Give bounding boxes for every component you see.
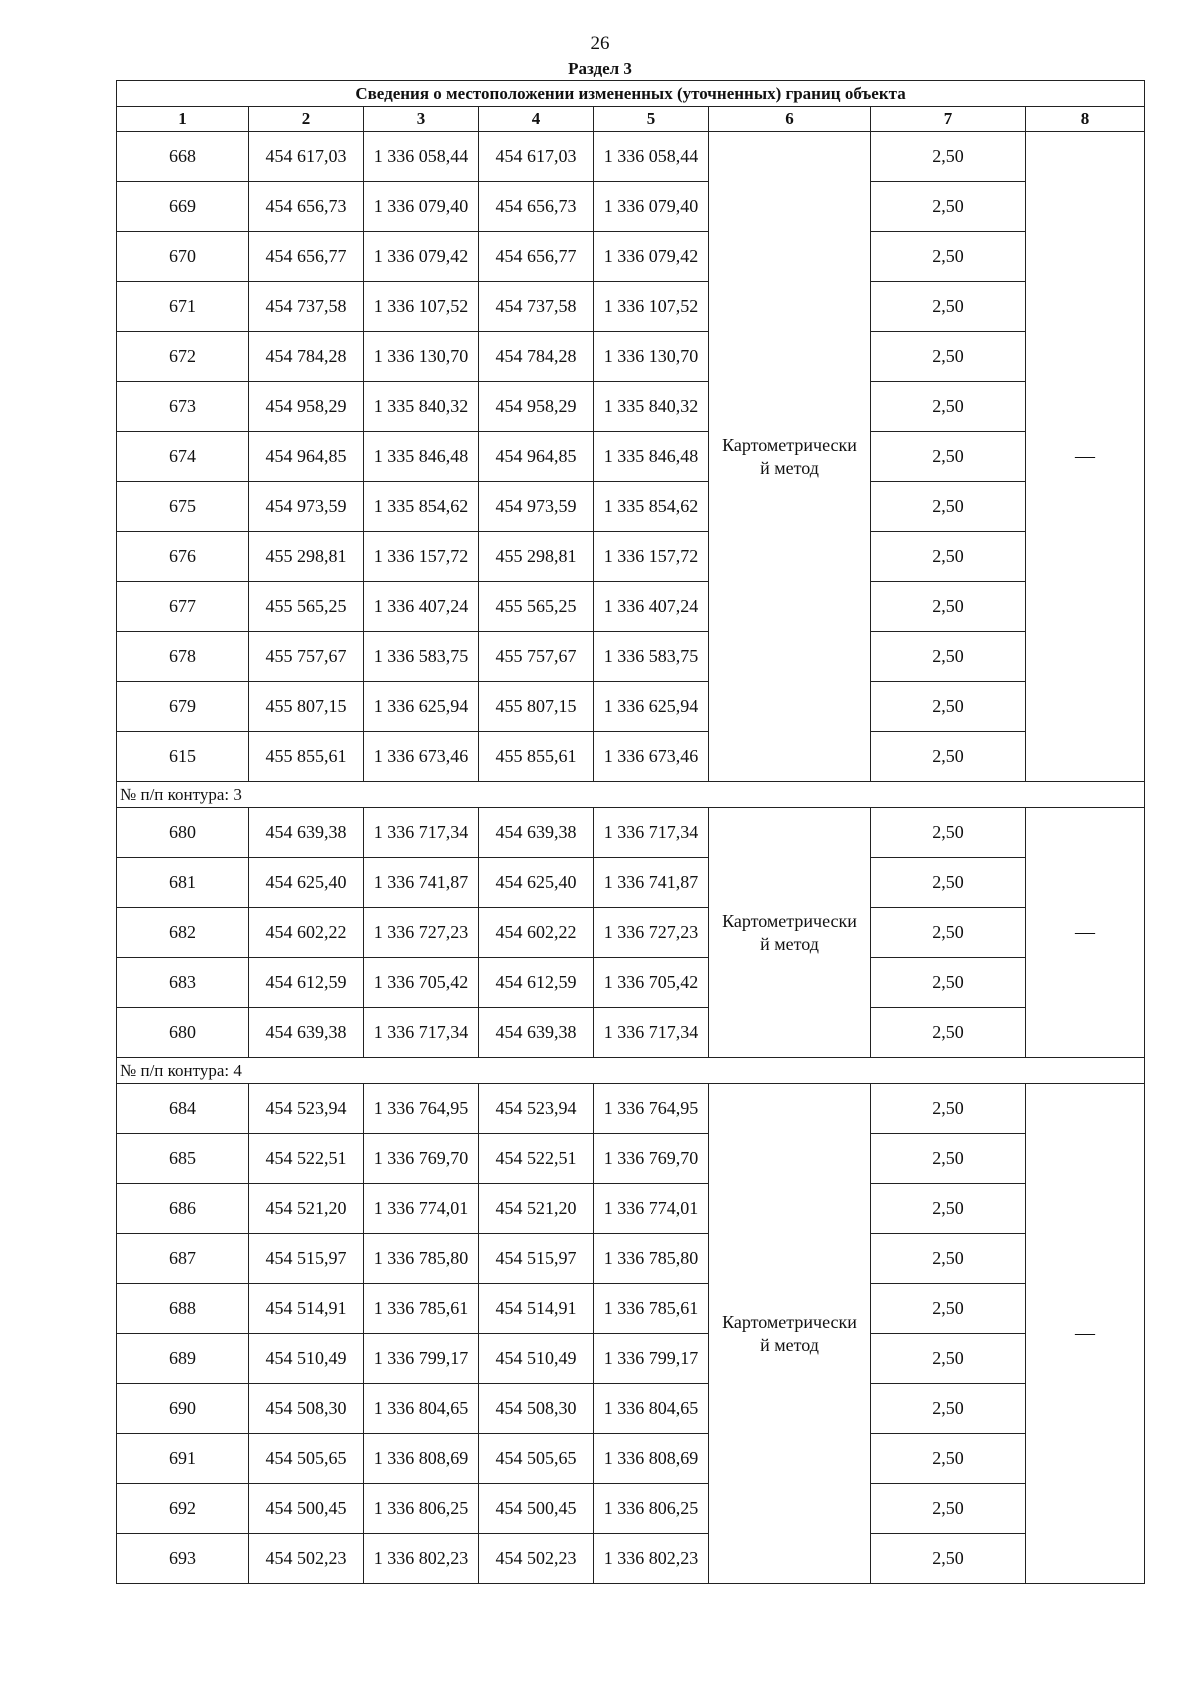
table-row <box>117 432 1145 482</box>
old-y-cell: 1 336 804,65 <box>364 1384 479 1434</box>
old-y-cell: 1 336 058,44 <box>364 132 479 182</box>
new-x-cell: 455 565,25 <box>479 582 594 632</box>
new-x-cell: 454 958,29 <box>479 382 594 432</box>
old-y-cell: 1 336 079,40 <box>364 182 479 232</box>
table-row <box>117 682 1145 732</box>
new-y-cell: 1 336 785,61 <box>594 1284 709 1334</box>
new-y-cell: 1 336 079,42 <box>594 232 709 282</box>
new-y-cell: 1 336 727,23 <box>594 908 709 958</box>
new-x-cell: 454 964,85 <box>479 432 594 482</box>
accuracy-cell: 2,50 <box>871 1234 1026 1284</box>
table-row <box>117 1384 1145 1434</box>
point-number-cell: 689 <box>117 1334 249 1384</box>
new-x-cell: 455 855,61 <box>479 732 594 782</box>
table-row <box>117 1184 1145 1234</box>
old-y-cell: 1 336 625,94 <box>364 682 479 732</box>
old-x-cell: 454 515,97 <box>249 1234 364 1284</box>
new-x-cell: 454 522,51 <box>479 1134 594 1184</box>
accuracy-cell: 2,50 <box>871 132 1026 182</box>
old-x-cell: 454 602,22 <box>249 908 364 958</box>
point-number-cell: 686 <box>117 1184 249 1234</box>
accuracy-cell: 2,50 <box>871 908 1026 958</box>
old-y-cell: 1 336 673,46 <box>364 732 479 782</box>
table-row <box>117 1434 1145 1484</box>
table-row <box>117 132 1145 182</box>
point-number-cell: 691 <box>117 1434 249 1484</box>
table-row <box>117 282 1145 332</box>
point-number-cell: 673 <box>117 382 249 432</box>
accuracy-cell: 2,50 <box>871 1084 1026 1134</box>
contour-label-row <box>117 782 1145 808</box>
old-y-cell: 1 336 157,72 <box>364 532 479 582</box>
old-y-cell: 1 336 785,61 <box>364 1284 479 1334</box>
new-x-cell: 454 784,28 <box>479 332 594 382</box>
new-y-cell: 1 335 854,62 <box>594 482 709 532</box>
method-cell: Картометрически й метод <box>709 132 871 782</box>
point-number-cell: 669 <box>117 182 249 232</box>
new-x-cell: 454 502,23 <box>479 1534 594 1584</box>
table-caption: Сведения о местоположении измененных (уточненных) границ объекта <box>117 81 1145 107</box>
table-row <box>117 382 1145 432</box>
table-row <box>117 1234 1145 1284</box>
new-x-cell: 454 617,03 <box>479 132 594 182</box>
new-x-cell: 454 514,91 <box>479 1284 594 1334</box>
table-row <box>117 482 1145 532</box>
old-x-cell: 454 508,30 <box>249 1384 364 1434</box>
accuracy-cell: 2,50 <box>871 1134 1026 1184</box>
old-x-cell: 455 565,25 <box>249 582 364 632</box>
point-number-cell: 674 <box>117 432 249 482</box>
boundary-coordinates-table <box>116 80 1145 1584</box>
point-number-cell: 678 <box>117 632 249 682</box>
old-x-cell: 455 757,67 <box>249 632 364 682</box>
new-y-cell: 1 336 130,70 <box>594 332 709 382</box>
accuracy-cell: 2,50 <box>871 1484 1026 1534</box>
table-row <box>117 1008 1145 1058</box>
new-x-cell: 454 973,59 <box>479 482 594 532</box>
table-row <box>117 732 1145 782</box>
table-row <box>117 908 1145 958</box>
section-title: Раздел 3 <box>568 59 632 78</box>
old-y-cell: 1 336 727,23 <box>364 908 479 958</box>
point-number-cell: 688 <box>117 1284 249 1334</box>
new-y-cell: 1 336 741,87 <box>594 858 709 908</box>
old-y-cell: 1 336 130,70 <box>364 332 479 382</box>
old-y-cell: 1 335 854,62 <box>364 482 479 532</box>
contour-label: № п/п контура: 3 <box>117 782 1145 808</box>
accuracy-cell: 2,50 <box>871 1384 1026 1434</box>
new-y-cell: 1 336 717,34 <box>594 808 709 858</box>
table-row <box>117 182 1145 232</box>
new-y-cell: 1 336 764,95 <box>594 1084 709 1134</box>
new-x-cell: 454 625,40 <box>479 858 594 908</box>
point-number-cell: 692 <box>117 1484 249 1534</box>
point-number-cell: 677 <box>117 582 249 632</box>
table-row <box>117 1334 1145 1384</box>
new-x-cell: 455 807,15 <box>479 682 594 732</box>
accuracy-cell: 2,50 <box>871 382 1026 432</box>
old-x-cell: 454 523,94 <box>249 1084 364 1134</box>
old-x-cell: 454 656,73 <box>249 182 364 232</box>
new-x-cell: 455 298,81 <box>479 532 594 582</box>
new-x-cell: 454 515,97 <box>479 1234 594 1284</box>
old-y-cell: 1 336 741,87 <box>364 858 479 908</box>
note-cell: — <box>1026 132 1145 782</box>
new-y-cell: 1 336 705,42 <box>594 958 709 1008</box>
table-row <box>117 232 1145 282</box>
table-row <box>117 808 1145 858</box>
old-x-cell: 455 807,15 <box>249 682 364 732</box>
column-number-header: 3 <box>364 107 479 132</box>
new-y-cell: 1 336 157,72 <box>594 532 709 582</box>
point-number-cell: 683 <box>117 958 249 1008</box>
point-number-cell: 675 <box>117 482 249 532</box>
new-y-cell: 1 336 058,44 <box>594 132 709 182</box>
accuracy-cell: 2,50 <box>871 532 1026 582</box>
new-x-cell: 454 505,65 <box>479 1434 594 1484</box>
point-number-cell: 680 <box>117 1008 249 1058</box>
accuracy-cell: 2,50 <box>871 282 1026 332</box>
old-y-cell: 1 335 846,48 <box>364 432 479 482</box>
point-number-cell: 676 <box>117 532 249 582</box>
old-x-cell: 454 612,59 <box>249 958 364 1008</box>
old-y-cell: 1 336 407,24 <box>364 582 479 632</box>
old-y-cell: 1 336 769,70 <box>364 1134 479 1184</box>
old-x-cell: 454 639,38 <box>249 1008 364 1058</box>
old-y-cell: 1 335 840,32 <box>364 382 479 432</box>
column-number-header: 6 <box>709 107 871 132</box>
new-x-cell: 454 639,38 <box>479 808 594 858</box>
contour-label: № п/п контура: 4 <box>117 1058 1145 1084</box>
new-x-cell: 454 639,38 <box>479 1008 594 1058</box>
table-row <box>117 632 1145 682</box>
old-x-cell: 454 964,85 <box>249 432 364 482</box>
old-x-cell: 455 855,61 <box>249 732 364 782</box>
new-x-cell: 454 508,30 <box>479 1384 594 1434</box>
accuracy-cell: 2,50 <box>871 1334 1026 1384</box>
table-row <box>117 958 1145 1008</box>
column-number-row <box>117 107 1145 132</box>
new-y-cell: 1 336 808,69 <box>594 1434 709 1484</box>
table-row <box>117 1084 1145 1134</box>
new-y-cell: 1 336 785,80 <box>594 1234 709 1284</box>
page-number: 26 <box>590 33 610 54</box>
column-number-header: 1 <box>117 107 249 132</box>
accuracy-cell: 2,50 <box>871 958 1026 1008</box>
old-x-cell: 454 958,29 <box>249 382 364 432</box>
table-row <box>117 532 1145 582</box>
old-x-cell: 454 521,20 <box>249 1184 364 1234</box>
column-number-header: 2 <box>249 107 364 132</box>
accuracy-cell: 2,50 <box>871 732 1026 782</box>
new-y-cell: 1 336 802,23 <box>594 1534 709 1584</box>
column-number-header: 5 <box>594 107 709 132</box>
point-number-cell: 615 <box>117 732 249 782</box>
new-y-cell: 1 336 804,65 <box>594 1384 709 1434</box>
table-row <box>117 332 1145 382</box>
table-row <box>117 858 1145 908</box>
new-x-cell: 454 523,94 <box>479 1084 594 1134</box>
accuracy-cell: 2,50 <box>871 232 1026 282</box>
new-y-cell: 1 336 673,46 <box>594 732 709 782</box>
old-x-cell: 454 510,49 <box>249 1334 364 1384</box>
column-number-header: 4 <box>479 107 594 132</box>
old-x-cell: 454 784,28 <box>249 332 364 382</box>
accuracy-cell: 2,50 <box>871 1284 1026 1334</box>
old-x-cell: 454 737,58 <box>249 282 364 332</box>
accuracy-cell: 2,50 <box>871 182 1026 232</box>
old-y-cell: 1 336 774,01 <box>364 1184 479 1234</box>
point-number-cell: 671 <box>117 282 249 332</box>
accuracy-cell: 2,50 <box>871 858 1026 908</box>
new-y-cell: 1 336 774,01 <box>594 1184 709 1234</box>
accuracy-cell: 2,50 <box>871 682 1026 732</box>
point-number-cell: 670 <box>117 232 249 282</box>
new-x-cell: 454 737,58 <box>479 282 594 332</box>
accuracy-cell: 2,50 <box>871 1434 1026 1484</box>
old-y-cell: 1 336 806,25 <box>364 1484 479 1534</box>
point-number-cell: 679 <box>117 682 249 732</box>
point-number-cell: 687 <box>117 1234 249 1284</box>
old-x-cell: 455 298,81 <box>249 532 364 582</box>
table-row <box>117 1284 1145 1334</box>
accuracy-cell: 2,50 <box>871 332 1026 382</box>
method-cell: Картометрически й метод <box>709 808 871 1058</box>
old-y-cell: 1 336 808,69 <box>364 1434 479 1484</box>
new-y-cell: 1 336 769,70 <box>594 1134 709 1184</box>
old-x-cell: 454 500,45 <box>249 1484 364 1534</box>
old-x-cell: 454 502,23 <box>249 1534 364 1584</box>
new-x-cell: 454 656,73 <box>479 182 594 232</box>
old-x-cell: 454 656,77 <box>249 232 364 282</box>
accuracy-cell: 2,50 <box>871 482 1026 532</box>
point-number-cell: 685 <box>117 1134 249 1184</box>
new-y-cell: 1 336 799,17 <box>594 1334 709 1384</box>
old-x-cell: 454 522,51 <box>249 1134 364 1184</box>
new-y-cell: 1 336 583,75 <box>594 632 709 682</box>
table-row <box>117 1484 1145 1534</box>
new-x-cell: 454 656,77 <box>479 232 594 282</box>
old-y-cell: 1 336 799,17 <box>364 1334 479 1384</box>
method-cell: Картометрически й метод <box>709 1084 871 1584</box>
column-number-header: 7 <box>871 107 1026 132</box>
old-y-cell: 1 336 079,42 <box>364 232 479 282</box>
new-y-cell: 1 336 107,52 <box>594 282 709 332</box>
new-x-cell: 455 757,67 <box>479 632 594 682</box>
accuracy-cell: 2,50 <box>871 1534 1026 1584</box>
new-y-cell: 1 336 717,34 <box>594 1008 709 1058</box>
new-y-cell: 1 336 625,94 <box>594 682 709 732</box>
accuracy-cell: 2,50 <box>871 1184 1026 1234</box>
point-number-cell: 690 <box>117 1384 249 1434</box>
point-number-cell: 681 <box>117 858 249 908</box>
old-x-cell: 454 505,65 <box>249 1434 364 1484</box>
new-y-cell: 1 336 407,24 <box>594 582 709 632</box>
old-y-cell: 1 336 717,34 <box>364 1008 479 1058</box>
new-x-cell: 454 521,20 <box>479 1184 594 1234</box>
old-y-cell: 1 336 717,34 <box>364 808 479 858</box>
old-x-cell: 454 625,40 <box>249 858 364 908</box>
note-cell: — <box>1026 1084 1145 1584</box>
accuracy-cell: 2,50 <box>871 432 1026 482</box>
point-number-cell: 682 <box>117 908 249 958</box>
point-number-cell: 668 <box>117 132 249 182</box>
point-number-cell: 672 <box>117 332 249 382</box>
old-x-cell: 454 617,03 <box>249 132 364 182</box>
note-cell: — <box>1026 808 1145 1058</box>
table-row <box>117 582 1145 632</box>
point-number-cell: 693 <box>117 1534 249 1584</box>
old-y-cell: 1 336 107,52 <box>364 282 479 332</box>
new-x-cell: 454 500,45 <box>479 1484 594 1534</box>
contour-label-row <box>117 1058 1145 1084</box>
accuracy-cell: 2,50 <box>871 808 1026 858</box>
old-y-cell: 1 336 785,80 <box>364 1234 479 1284</box>
point-number-cell: 684 <box>117 1084 249 1134</box>
new-x-cell: 454 612,59 <box>479 958 594 1008</box>
accuracy-cell: 2,50 <box>871 1008 1026 1058</box>
new-y-cell: 1 335 840,32 <box>594 382 709 432</box>
new-y-cell: 1 335 846,48 <box>594 432 709 482</box>
accuracy-cell: 2,50 <box>871 582 1026 632</box>
old-x-cell: 454 514,91 <box>249 1284 364 1334</box>
new-y-cell: 1 336 806,25 <box>594 1484 709 1534</box>
old-y-cell: 1 336 802,23 <box>364 1534 479 1584</box>
table-row <box>117 1534 1145 1584</box>
old-x-cell: 454 639,38 <box>249 808 364 858</box>
old-y-cell: 1 336 705,42 <box>364 958 479 1008</box>
old-y-cell: 1 336 764,95 <box>364 1084 479 1134</box>
old-y-cell: 1 336 583,75 <box>364 632 479 682</box>
column-number-header: 8 <box>1026 107 1145 132</box>
new-x-cell: 454 602,22 <box>479 908 594 958</box>
old-x-cell: 454 973,59 <box>249 482 364 532</box>
new-y-cell: 1 336 079,40 <box>594 182 709 232</box>
new-x-cell: 454 510,49 <box>479 1334 594 1384</box>
accuracy-cell: 2,50 <box>871 632 1026 682</box>
point-number-cell: 680 <box>117 808 249 858</box>
table-row <box>117 1134 1145 1184</box>
